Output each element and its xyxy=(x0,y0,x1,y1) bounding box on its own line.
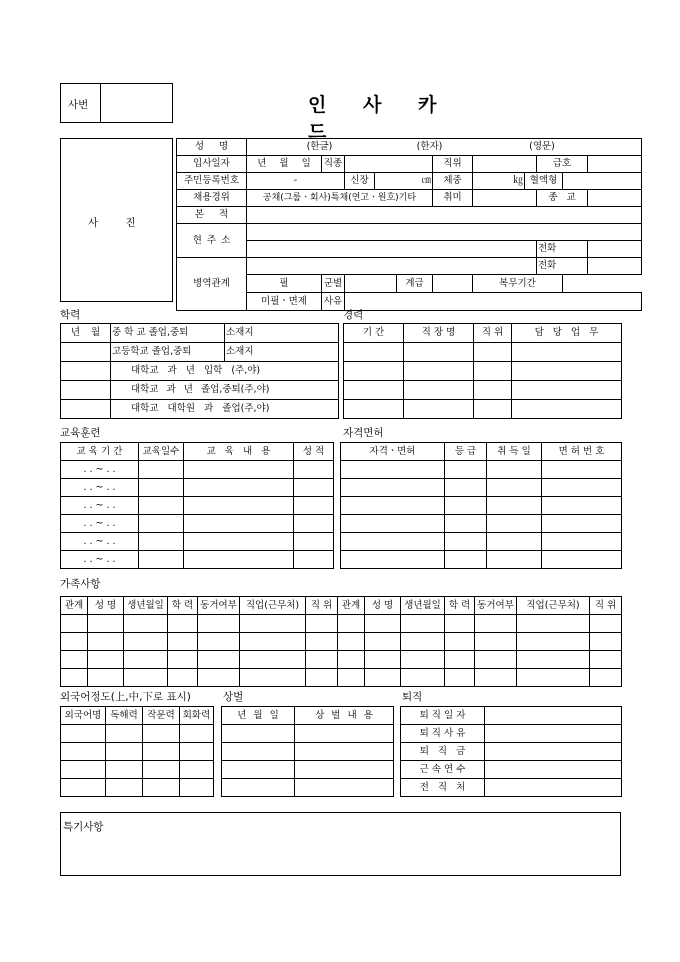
training-period: . . ~ . . xyxy=(61,479,139,497)
family-header: 생년월일 xyxy=(401,597,445,615)
training-title: 교육훈련 xyxy=(60,427,101,439)
join-date: 년 월 일 xyxy=(247,156,322,173)
name-kor: (한글) xyxy=(306,141,333,153)
education-school: 대학교 과 년 입학 (주,야) xyxy=(111,362,339,381)
retire-label: 퇴 직 금 xyxy=(401,743,485,761)
education-school: 고등학교 졸업,중퇴 xyxy=(112,346,192,358)
address-label: 현 주 소 xyxy=(177,224,247,258)
height-label: 신장 xyxy=(345,173,375,190)
hobby-label: 취미 xyxy=(433,190,473,207)
family-header: 동거여부 xyxy=(198,597,240,615)
language-table xyxy=(60,706,214,797)
name-hanja: (한자) xyxy=(416,141,443,153)
training-table xyxy=(60,442,334,569)
personal-info-table xyxy=(176,138,642,311)
hire-label: 채용경위 xyxy=(177,190,247,207)
education-school: 대학교 대학원 과 졸업(주,야) xyxy=(111,400,339,419)
phone-label: 전화 xyxy=(537,241,588,258)
photo-box xyxy=(60,138,173,302)
training-header: 교 육 기 간 xyxy=(61,443,139,461)
career-header: 직 장 명 xyxy=(404,324,474,343)
hire-value: 공채(그룹ㆍ회사)특채(연고ㆍ원호)기타 xyxy=(247,190,433,207)
education-table xyxy=(60,323,339,419)
family-header: 직 위 xyxy=(590,597,622,615)
language-header: 회화력 xyxy=(180,707,214,725)
family-header: 생년월일 xyxy=(124,597,168,615)
family-table xyxy=(60,596,622,687)
blood-type-label: 혈액형 xyxy=(525,173,563,190)
family-title: 가족사항 xyxy=(60,578,101,590)
license-header: 취 득 일 xyxy=(487,443,542,461)
phone-label-2: 전화 xyxy=(537,258,588,275)
retire-label: 퇴 직 일 자 xyxy=(401,707,485,725)
career-table xyxy=(343,323,622,419)
job-type-label: 직종 xyxy=(322,156,345,173)
family-header: 관계 xyxy=(61,597,88,615)
position-label: 직위 xyxy=(433,156,473,173)
awards-table xyxy=(221,706,394,797)
education-location: 소재지 xyxy=(226,327,254,339)
notes-box xyxy=(60,812,621,876)
family-header: 동거여부 xyxy=(475,597,517,615)
language-title: 외국어정도(上,中,下로 표시) xyxy=(60,691,191,703)
weight-label: 체중 xyxy=(433,173,473,190)
career-header: 직 위 xyxy=(474,324,512,343)
career-header: 담 당 업 무 xyxy=(512,324,622,343)
retire-label: 근 속 연 수 xyxy=(401,761,485,779)
language-header: 작문력 xyxy=(143,707,180,725)
family-header: 성 명 xyxy=(88,597,124,615)
career-header: 기 간 xyxy=(344,324,404,343)
career-title: 경력 xyxy=(343,309,364,321)
family-header: 직업(근무처) xyxy=(517,597,590,615)
religion-label: 종 교 xyxy=(537,190,588,207)
name-eng: (영문) xyxy=(529,141,555,153)
education-location: 소재지 xyxy=(226,346,254,358)
family-header: 성 명 xyxy=(365,597,401,615)
photo-label: 사 진 xyxy=(88,217,136,229)
rrn-label: 주민등록번호 xyxy=(177,173,247,190)
military-reason-label: 사유 xyxy=(322,293,345,311)
grade-label: 급호 xyxy=(537,156,588,173)
military-done: 필 xyxy=(247,275,322,293)
language-header: 독해력 xyxy=(106,707,143,725)
name-label: 성 명 xyxy=(177,139,247,156)
military-label: 병역관계 xyxy=(177,258,247,311)
education-school: 대학교 과 년 졸업,중퇴(주,야) xyxy=(111,381,339,400)
language-header: 외국어명 xyxy=(61,707,106,725)
license-header: 등 급 xyxy=(445,443,487,461)
employee-number-label: 사번 xyxy=(68,99,89,111)
training-header: 성 적 xyxy=(294,443,334,461)
family-header: 관계 xyxy=(338,597,365,615)
military-branch-label: 군별 xyxy=(322,275,345,293)
height-unit: ㎝ xyxy=(375,173,433,190)
military-exempt: 미필ㆍ면제 xyxy=(247,293,322,311)
license-header: 면 허 번 호 xyxy=(542,443,622,461)
training-header: 교 육 내 용 xyxy=(184,443,294,461)
education-school: 중 학 교 졸업,중퇴 xyxy=(112,327,189,339)
retire-label: 퇴 직 사 유 xyxy=(401,725,485,743)
weight-unit: ㎏ xyxy=(473,173,525,190)
family-header: 학 력 xyxy=(168,597,198,615)
military-rank-label: 계급 xyxy=(397,275,433,293)
training-period: . . ~ . . xyxy=(61,497,139,515)
family-header: 직 위 xyxy=(306,597,338,615)
rrn-separator: - xyxy=(247,173,345,190)
awards-header: 상 벌 내 용 xyxy=(295,707,394,725)
employee-number-box xyxy=(60,83,173,123)
page-title: 인 사 카 드 xyxy=(308,94,437,143)
license-header: 자격ㆍ면허 xyxy=(341,443,445,461)
training-period: . . ~ . . xyxy=(61,515,139,533)
notes-title: 특기사항 xyxy=(63,821,104,833)
join-date-label: 입사일자 xyxy=(177,156,247,173)
family-header: 직업(근무처) xyxy=(240,597,306,615)
training-period: . . ~ . . xyxy=(61,461,139,479)
license-table xyxy=(340,442,622,569)
license-title: 자격면허 xyxy=(343,427,384,439)
awards-header: 년 월 일 xyxy=(222,707,295,725)
family-header: 학 력 xyxy=(445,597,475,615)
education-header-ym: 년 월 xyxy=(61,324,111,343)
training-period: . . ~ . . xyxy=(61,533,139,551)
training-header: 교육일수 xyxy=(139,443,184,461)
awards-title: 상벌 xyxy=(223,691,244,703)
training-period: . . ~ . . xyxy=(61,551,139,569)
retire-title: 퇴직 xyxy=(402,691,423,703)
domicile-label: 본 적 xyxy=(177,207,247,224)
retire-label: 전 직 처 xyxy=(401,779,485,797)
retire-table xyxy=(400,706,622,797)
military-period-label: 복무기간 xyxy=(473,275,563,293)
education-title: 학력 xyxy=(60,309,81,321)
